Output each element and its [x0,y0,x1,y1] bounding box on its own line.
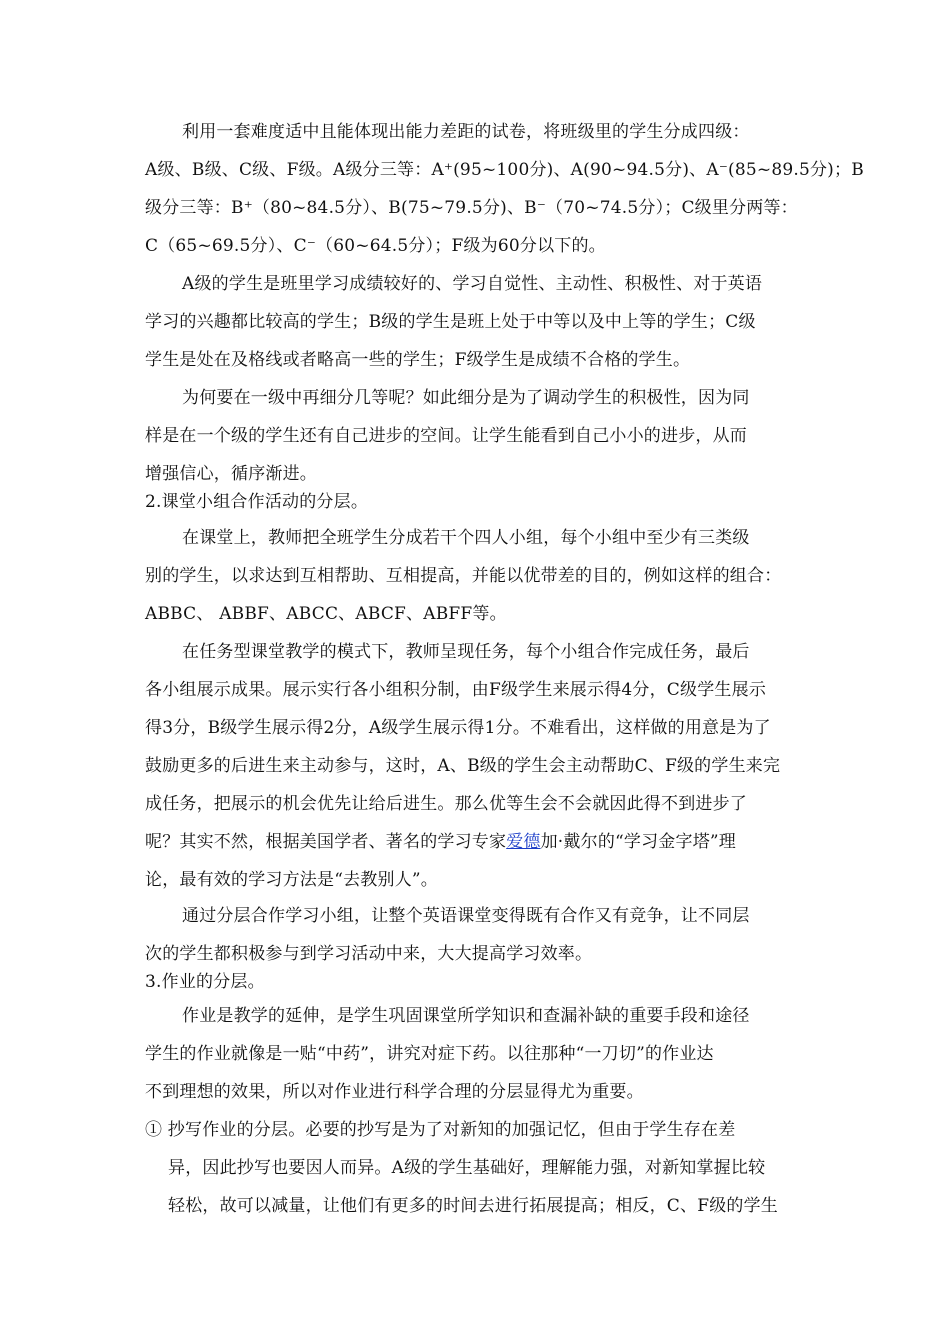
text-line: 级分三等：B⁺（80~84.5分）、B(75~79.5分)、B⁻（70~74.5分）；C级里分两等： [145,198,798,218]
text-line: 作业是教学的延伸，是学生巩固课堂所学知识和查漏补缺的重要手段和途径 [182,1006,750,1026]
text-line: 样是在一个级的学生还有自己进步的空间。让学生能看到自己小小的进步，从而 [145,426,747,446]
text-line: 得3分，B级学生展示得2分，A级学生展示得1分。不难看出，这样做的用意是为了 [145,718,771,738]
section-heading: 3.作业的分层。 [145,972,265,992]
text-line: 不到理想的效果，所以对作业进行科学合理的分层显得尤为重要。 [145,1082,644,1102]
text-line: 别的学生，以求达到互相帮助、互相提高，并能以优带差的目的，例如这样的组合： [145,566,782,586]
text-line [145,832,736,852]
text-line: 学生的作业就像是一贴“中药”，讲究对症下药。以往那种“一刀切”的作业达 [145,1044,714,1064]
edgar-link[interactable]: 爱德 [506,832,541,852]
text-line: 在课堂上，教师把全班学生分成若干个四人小组，每个小组中至少有三类级 [182,528,750,548]
text-line: 异，因此抄写也要因人而异。A级的学生基础好，理解能力强，对新知掌握比较 [168,1158,766,1178]
text-line: 鼓励更多的后进生来主动参与，这时，A、B级的学生会主动帮助C、F级的学生来完 [145,756,781,776]
section-heading: 2.课堂小组合作活动的分层。 [145,492,369,512]
text-line: 增强信心，循序渐进。 [145,464,317,484]
text-line: 成任务，把展示的机会优先让给后进生。那么优等生会不会就因此得不到进步了 [145,794,747,814]
text-line: 为何要在一级中再细分几等呢？如此细分是为了调动学生的积极性，因为同 [182,388,750,408]
text-segment: 加·戴尔的“学习金字塔”理 [540,832,736,852]
text-line: 各小组展示成果。展示实行各小组积分制，由F级学生来展示得4分，C级学生展示 [145,680,767,700]
text-line: 在任务型课堂教学的模式下，教师呈现任务，每个小组合作完成任务，最后 [182,642,750,662]
text-line: A级的学生是班里学习成绩较好的、学习自觉性、主动性、积极性、对于英语 [182,274,763,294]
text-line: 学生是处在及格线或者略高一些的学生；F级学生是成绩不合格的学生。 [145,350,691,370]
list-item: ① 抄写作业的分层。必要的抄写是为了对新知的加强记忆，但由于学生存在差 [145,1120,736,1140]
text-line: 学习的兴趣都比较高的学生；B级的学生是班上处于中等以及中上等的学生；C级 [145,312,756,332]
text-line: ABBC、 ABBF、ABCC、ABCF、ABFF等。 [145,604,507,624]
text-line: 利用一套难度适中且能体现出能力差距的试卷，将班级里的学生分成四级： [182,122,750,142]
text-line: A级、B级、C级、F级。A级分三等：A⁺(95~100分)、A(90~94.5分)、A⁻(85~89.5分)；B [145,160,864,180]
text-line: 次的学生都积极参与到学习活动中来，大大提高学习效率。 [145,944,593,964]
text-line: 通过分层合作学习小组，让整个英语课堂变得既有合作又有竞争，让不同层 [182,906,750,926]
text-segment: 呢？其实不然，根据美国学者、著名的学习专家 [145,832,507,852]
text-line: C（65~69.5分）、C⁻（60~64.5分）；F级为60分以下的。 [145,236,606,256]
text-line: 论，最有效的学习方法是“去教别人”。 [145,870,438,890]
text-line: 轻松，故可以减量，让他们有更多的时间去进行拓展提高；相反，C、F级的学生 [168,1196,779,1216]
